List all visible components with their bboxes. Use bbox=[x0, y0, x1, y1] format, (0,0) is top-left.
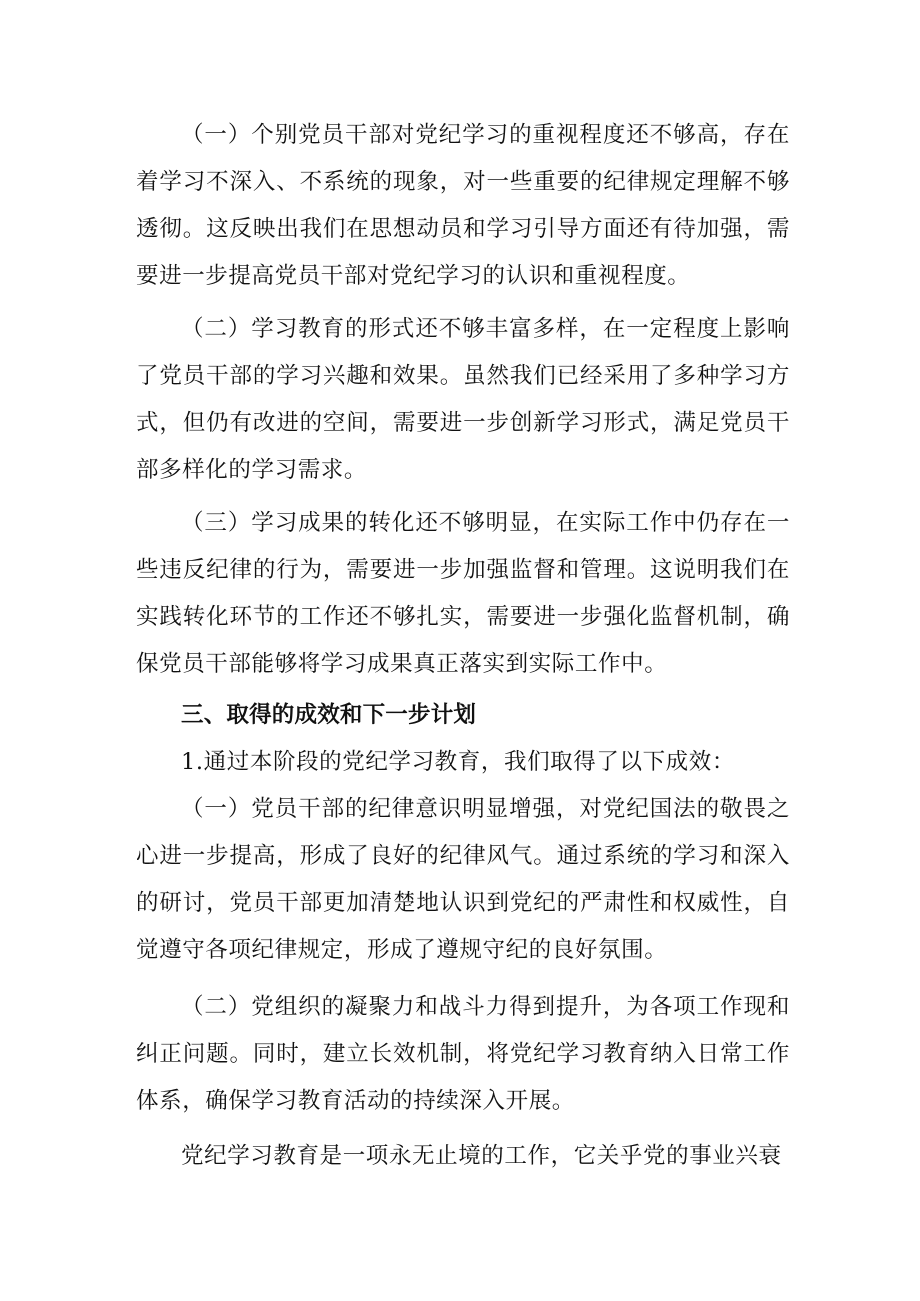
paragraph-results-intro: 1.通过本阶段的党纪学习教育，我们取得了以下成效： bbox=[181, 749, 735, 775]
paragraph-issue-1: （一）个别党员干部对党纪学习的重视程度还不够高，存在着学习不深入、不系统的现象，对一些重要的纪律规定理解不够透彻。这反映出我们在思想动员和学习引导方面还有待加强，需要进一步提高党员干部对党纪学习的认识和重视程度。 bbox=[136, 122, 790, 289]
paragraph-result-2: （二）党组织的凝聚力和战斗力得到提升，为各项工作现和纠正问题。同时，建立长效机制，将党纪学习教育纳入日常工作体系，确保学习教育活动的持续深入开展。 bbox=[136, 994, 790, 1114]
paragraph-issue-3: （三）学习成果的转化还不够明显，在实际工作中仍存在一些违反纪律的行为，需要进一步加强监督和管理。这说明我们在实践转化环节的工作还不够扎实，需要进一步强化监督机制，确保党员干部能够将学习成果真正落实到实际工作中。 bbox=[136, 510, 790, 677]
paragraph-result-1: （一）党员干部的纪律意识明显增强，对党纪国法的敬畏之心进一步提高，形成了良好的纪律风气。通过系统的学习和深入的研讨，党员干部更加清楚地认识到党纪的严肃性和权威性，自觉遵守各项纪律规定，形成了遵规守纪的良好氛围。 bbox=[136, 796, 790, 963]
paragraph-issue-2: （二）学习教育的形式还不够丰富多样，在一定程度上影响了党员干部的学习兴趣和效果。虽然我们已经采用了多种学习方式，但仍有改进的空间，需要进一步创新学习形式，满足党员干部多样化的学习需求。 bbox=[136, 316, 790, 483]
paragraph-closing: 党纪学习教育是一项永无止境的工作，它关乎党的事业兴衰 bbox=[181, 1143, 782, 1169]
section-heading-3: 三、取得的成效和下一步计划 bbox=[181, 702, 477, 728]
document-body bbox=[136, 112, 790, 1180]
